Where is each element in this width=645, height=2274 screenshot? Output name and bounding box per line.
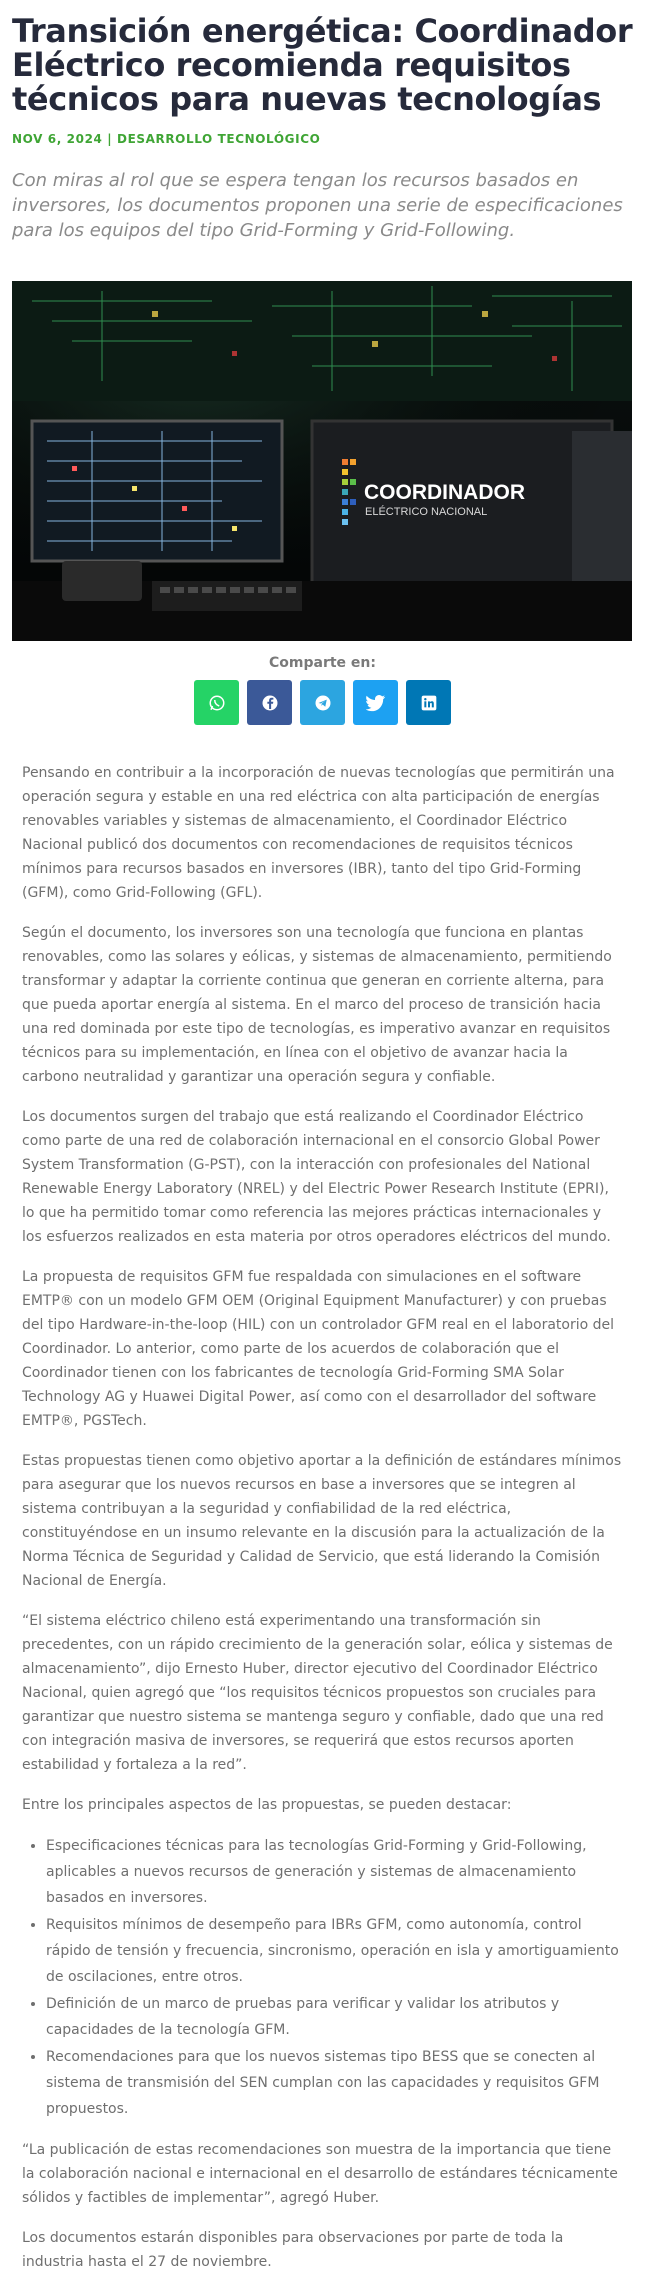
share-twitter-button[interactable]	[353, 680, 398, 725]
article-paragraph: Estas propuestas tienen como objetivo aportar a la definición de estándares mínimos para asegurar que los nuevos recursos en base a inversores que se integren al sistema contribuyan a la seguridad y confiabilidad de la red eléctrica, constituyéndose en un insumo relevante en la discusión para la actualización de la Norma Técnica de Seguridad y Calidad de Servicio, que está liderando la Comisión Nacional de Energía.	[22, 1453, 622, 1589]
article-body	[12, 761, 633, 2274]
article-subtitle: Con miras al rol que se espera tengan los recursos basados en inversores, los documentos proponen una serie de especificaciones para los equipos del tipo Grid-Forming y Grid-Following.	[12, 170, 623, 241]
article-paragraph: “El sistema eléctrico chileno está experimentando una transformación sin precedentes, con un rápido crecimiento de la generación solar, eólica y sistemas de almacenamiento”, dijo Ernesto Huber, director ejecutivo del Coordinador Eléctrico Nacional, quien agregó que “los requisitos técnicos propuestos son cruciales para garantizar que nuestro sistema se mantenga seguro y confiable, dado que una red con integración masiva de inversores, se requerirá que estos recursos aporten estabilidad y fortaleza a la red”.	[22, 1613, 613, 1773]
share-linkedin-button[interactable]	[406, 680, 451, 725]
linkedin-icon	[421, 695, 437, 711]
share-whatsapp-button[interactable]	[194, 680, 239, 725]
share-buttons	[12, 680, 633, 725]
hero-logo-title: COORDINADOR	[364, 481, 525, 504]
whatsapp-icon	[208, 694, 226, 712]
telegram-icon	[314, 694, 332, 712]
list-item: • Recomendaciones para que los nuevos sistemas tipo BESS que se conecten al sistema de transmisión del SEN cumplan con las capacidades y requisitos GFM propuestos.	[46, 2044, 623, 2122]
article-paragraph: Los documentos estarán disponibles para observaciones por parte de toda la industria hasta el 27 de noviembre.	[22, 2230, 564, 2270]
article-paragraph: Pensando en contribuir a la incorporación de nuevas tecnologías que permitirán una operación segura y estable en una red eléctrica con alta participación de energías renovables variables y sistemas de almacenamiento, el Coordinador Eléctrico Nacional publicó dos documentos con recomendaciones de requisitos técnicos mínimos para recursos basados en inversores (IBR), tanto del tipo Grid-Forming (GFM), como Grid-Following (GFL).	[22, 765, 615, 901]
list-item: • Especificaciones técnicas para las tecnologías Grid-Forming y Grid-Following, aplicables a nuevos recursos de generación y sistemas de almacenamiento basados en inversores.	[46, 1833, 623, 1911]
facebook-icon	[261, 694, 279, 712]
article-meta[interactable]: NOV 6, 2024 | DESARROLLO TECNOLÓGICO	[12, 132, 321, 146]
hero-image	[12, 281, 632, 641]
hero-logo-subtitle: ELÉCTRICO NACIONAL	[365, 506, 488, 518]
share-label: Comparte en:	[269, 655, 376, 671]
article-paragraph: Entre los principales aspectos de las propuestas, se pueden destacar:	[22, 1797, 512, 1813]
share-section	[12, 655, 633, 725]
article-paragraph: Los documentos surgen del trabajo que está realizando el Coordinador Eléctrico como parte de una red de colaboración internacional en el consorcio Global Power System Transformation (G-PST), con la interacción con profesionales del National Renewable Energy Laboratory (NREL) y del Electric Power Research Institute (EPRI), lo que ha permitido tomar como referencia las mejores prácticas internacionales y los esfuerzos realizados en esta materia por otros operadores eléctricos del mundo.	[22, 1109, 611, 1245]
twitter-icon	[366, 694, 386, 712]
highlights-list	[22, 1833, 623, 2122]
share-telegram-button[interactable]	[300, 680, 345, 725]
list-item: • Requisitos mínimos de desempeño para IBRs GFM, como autonomía, control rápido de tensión y frecuencia, sincronismo, operación en isla y amortiguamiento de oscilaciones, entre otros.	[46, 1912, 623, 1990]
share-facebook-button[interactable]	[247, 680, 292, 725]
article-paragraph: Según el documento, los inversores son una tecnología que funciona en plantas renovables, como las solares y eólicas, y sistemas de almacenamiento, permitiendo transformar y adaptar la corriente continua que generan en corriente alterna, para que pueda aportar energía al sistema. En el marco del proceso de transición hacia una red dominada por este tipo de tecnologías, es imperativo avanzar en requisitos técnicos para su implementación, en línea con el objetivo de avanzar hacia la carbono neutralidad y garantizar una operación segura y confiable.	[22, 925, 612, 1085]
list-item: • Definición de un marco de pruebas para verificar y validar los atributos y capacidades de la tecnología GFM.	[46, 1991, 623, 2043]
page-title: Transición energética: Coordinador Eléctrico recomienda requisitos técnicos para nuevas tecnologías	[12, 12, 633, 118]
article-paragraph: La propuesta de requisitos GFM fue respaldada con simulaciones en el software EMTP® con un modelo GFM OEM (Original Equipment Manufacturer) y con pruebas del tipo Hardware-in-the-loop (HIL) con un controlador GFM real en el laboratorio del Coordinador. Lo anterior, como parte de los acuerdos de colaboración que el Coordinador tienen con los fabricantes de tecnología Grid-Forming SMA Solar Technology AG y Huawei Digital Power, así como con el desarrollador del software EMTP®, PGSTech.	[22, 1269, 615, 1429]
article-paragraph: “La publicación de estas recomendaciones son muestra de la importancia que tiene la colaboración nacional e internacional en el desarrollo de estándares técnicamente sólidos y factibles de implementar”, agregó Huber.	[22, 2142, 618, 2206]
